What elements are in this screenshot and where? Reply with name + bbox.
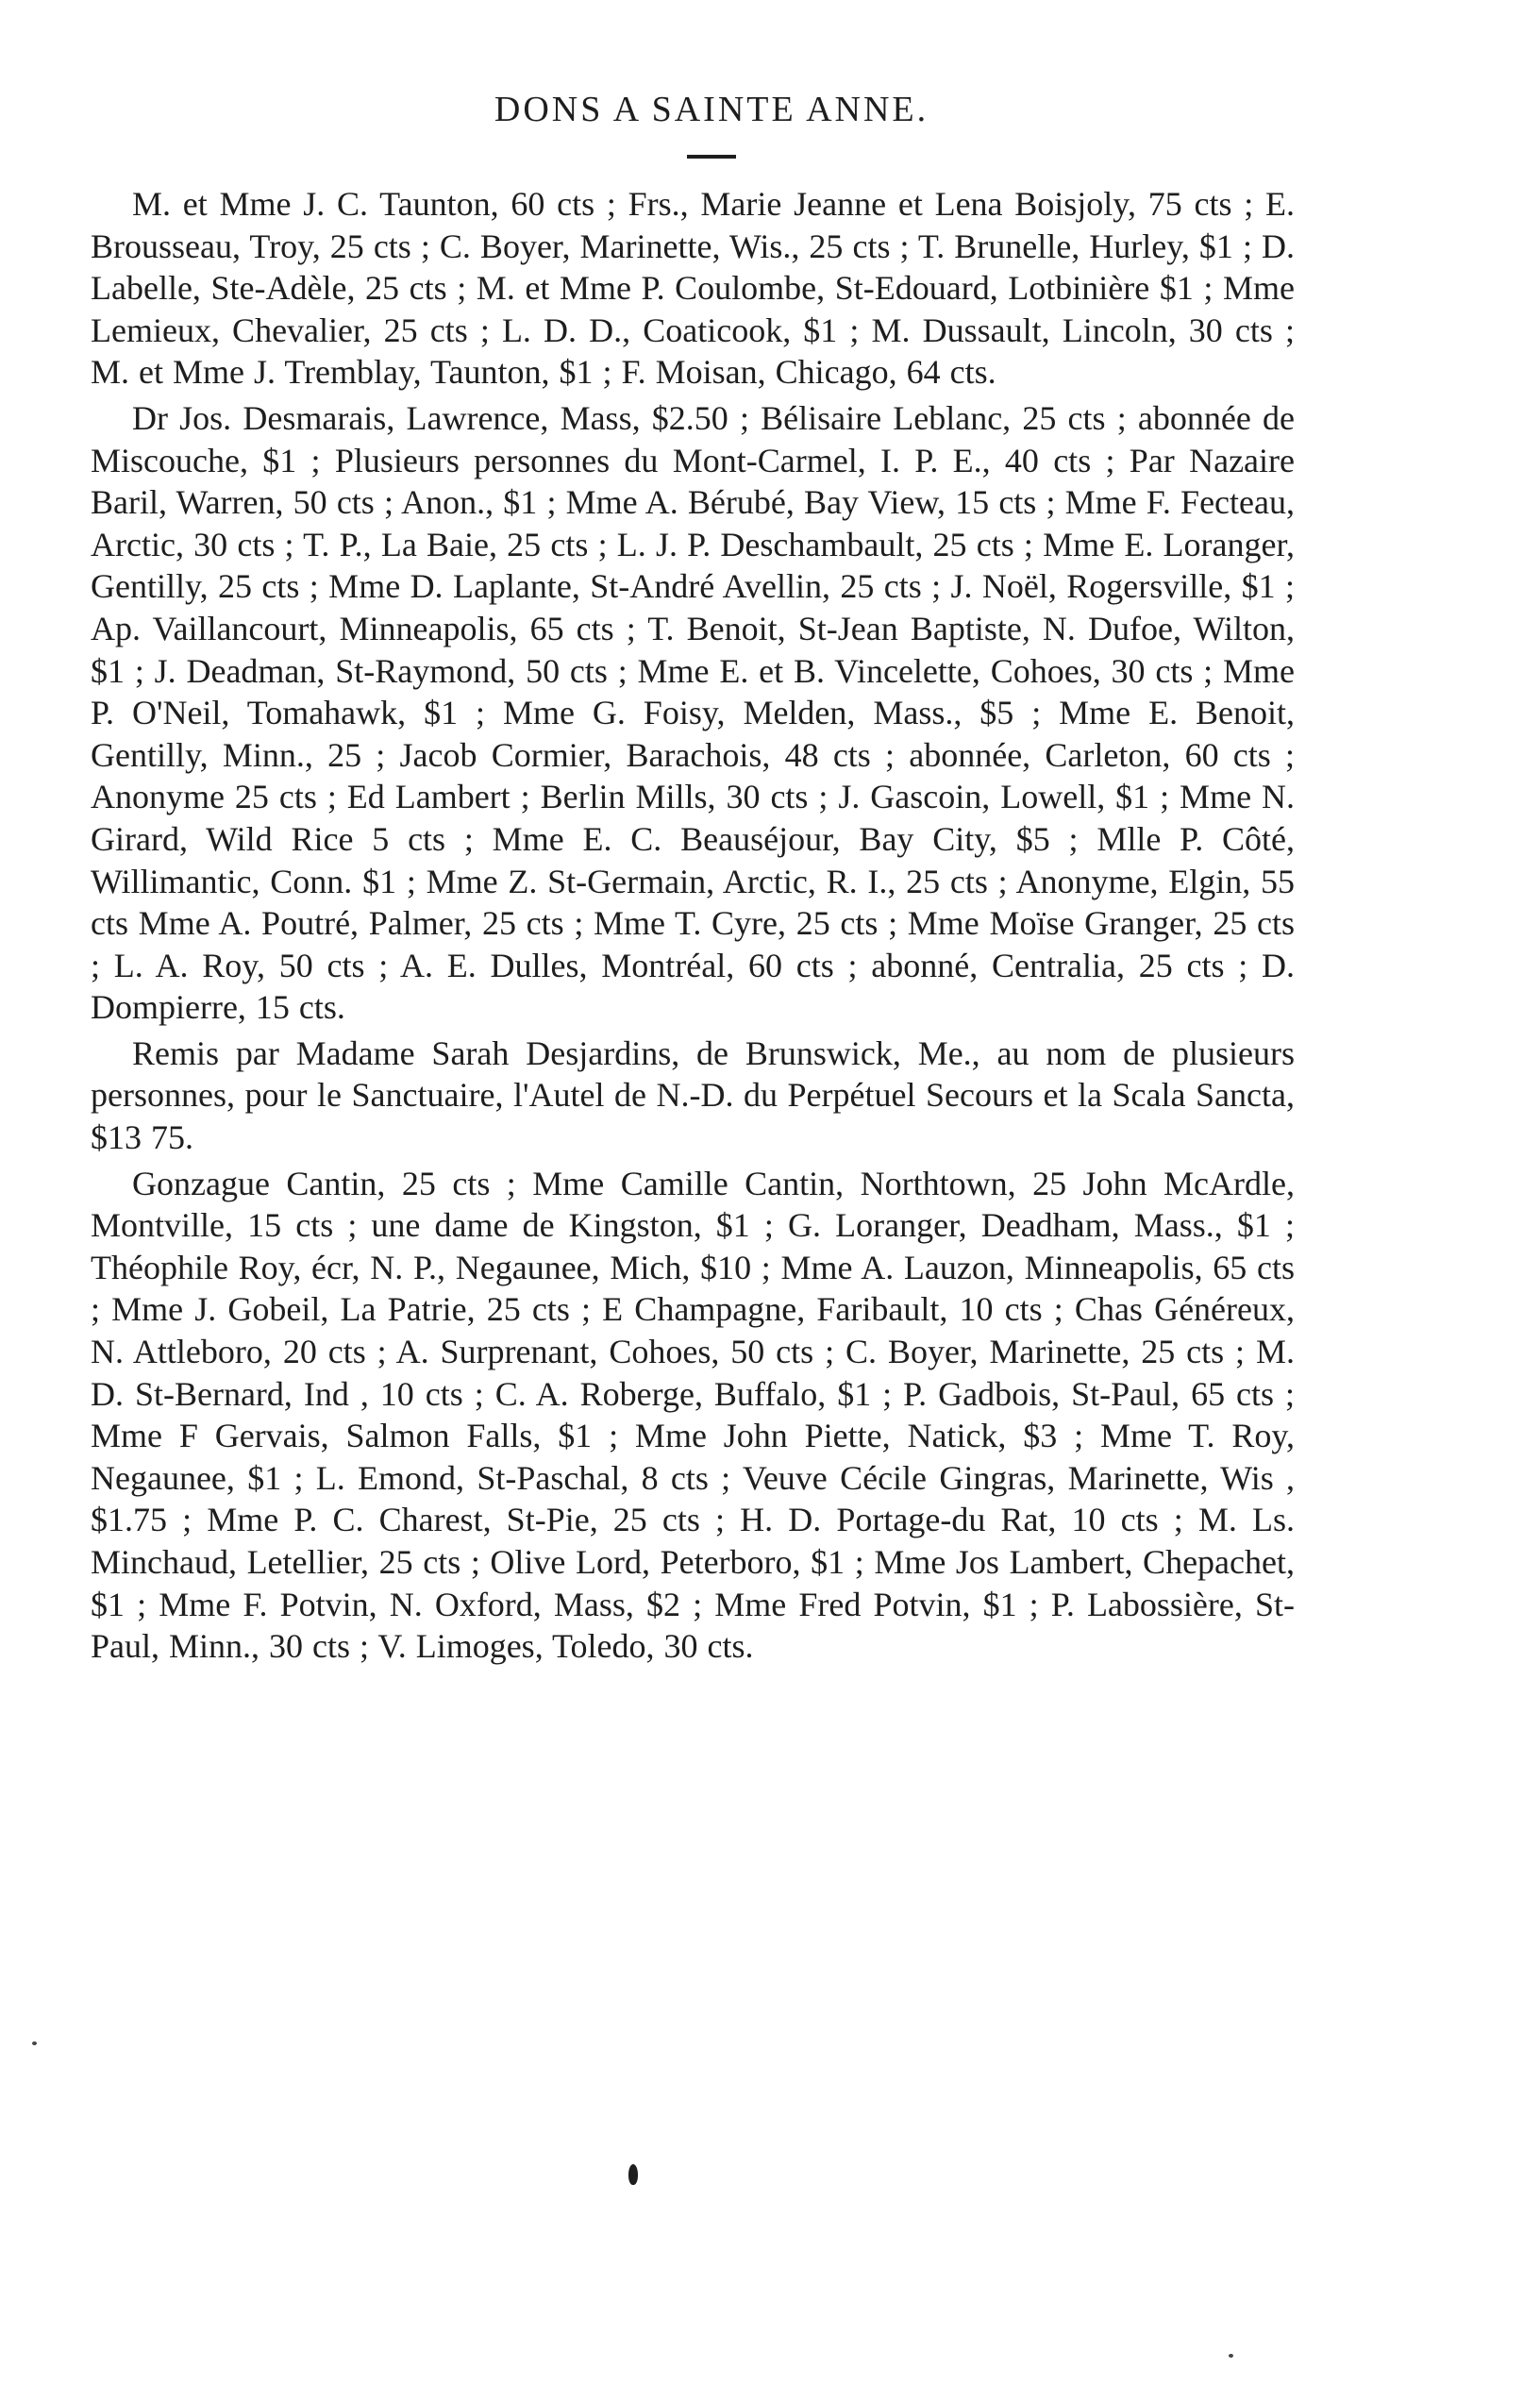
document-page xyxy=(91,87,1295,1671)
title-rule xyxy=(687,155,736,159)
ink-speck xyxy=(32,2041,37,2045)
donation-paragraph-1: M. et Mme J. C. Taunton, 60 cts ; Frs., Marie Jeanne et Lena Boisjoly, 75 cts ; E. Brousseau, Troy, 25 cts ; C. Boyer, Marinette, Wis., 25 cts ; T. Brunelle, Hurley, $1 ; D. Labelle, Ste-Adèle, 25 cts ; M. et Mme P. Coulombe, St-Edouard, Lotbinière $1 ; Mme Lemieux, Chevalier, 25 cts ; L. D. D., Coaticook, $1 ; M. Dussault, Lincoln, 30 cts ; M. et Mme J. Tremblay, Taunton, $1 ; F. Moisan, Chicago, 64 cts. xyxy=(91,185,1295,392)
ink-speck xyxy=(1229,2354,1233,2358)
donation-paragraph-3: Remis par Madame Sarah Desjardins, de Brunswick, Me., au nom de plusieurs personnes, pour le Sanctuaire, l'Autel de N.-D. du Perpétuel Secours et la Scala Sancta, $13 75. xyxy=(91,1033,1295,1157)
donation-paragraph-2: Dr Jos. Desmarais, Lawrence, Mass, $2.50 ; Bélisaire Leblanc, 25 cts ; abonnée de Miscouche, $1 ; Plusieurs personnes du Mont-Carmel, I. P. E., 40 cts ; Par Nazaire Baril, Warren, 50 cts ; Anon., $1 ; Mme A. Bérubé, Bay View, 15 cts ; Mme F. Fecteau, Arctic, 30 cts ; T. P., La Baie, 25 cts ; L. J. P. Deschambault, 25 cts ; Mme E. Loranger, Gentilly, 25 cts ; Mme D. Laplante, St-André Avellin, 25 cts ; J. Noël, Rogersville, $1 ; Ap. Vaillancourt, Minneapolis, 65 cts ; T. Benoit, St-Jean Baptiste, N. Dufoe, Wilton, $1 ; J. Deadman, St-Raymond, 50 cts ; Mme E. et B. Vincelette, Cohoes, 30 cts ; Mme P. O'Neil, Tomahawk, $1 ; Mme G. Foisy, Melden, Mass., $5 ; Mme E. Benoit, Gentilly, Minn., 25 ; Jacob Cormier, Barachois, 48 cts ; abonnée, Carleton, 60 cts ; Anonyme 25 cts ; Ed Lambert ; Berlin Mills, 30 cts ; J. Gascoin, Lowell, $1 ; Mme N. Girard, Wild Rice 5 cts ; Mme E. C. Beauséjour, Bay City, $5 ; Mlle P. Côté, Willimantic, Conn. $1 ; Mme Z. St-Germain, Arctic, R. I., 25 cts ; Anonyme, Elgin, 55 cts Mme A. Poutré, Palmer, 25 cts ; Mme T. Cyre, 25 cts ; Mme Moïse Granger, 25 cts ; L. A. Roy, 50 cts ; A. E. Dulles, Montréal, 60 cts ; abonné, Centralia, 25 cts ; D. Dompierre, 15 cts. xyxy=(91,398,1295,1027)
ink-mark xyxy=(628,2164,638,2185)
page-title: DONS A SAINTE ANNE. xyxy=(494,90,929,129)
donation-paragraph-4: Gonzague Cantin, 25 cts ; Mme Camille Cantin, Northtown, 25 John McArdle, Montville, 15 cts ; une dame de Kingston, $1 ; G. Loranger, Deadham, Mass., $1 ; Théophile Roy, écr, N. P., Negaunee, Mich, $10 ; Mme A. Lauzon, Minneapolis, 65 cts ; Mme J. Gobeil, La Patrie, 25 cts ; E Champagne, Faribault, 10 cts ; Chas Généreux, N. Attleboro, 20 cts ; A. Surprenant, Cohoes, 50 cts ; C. Boyer, Marinette, 25 cts ; M. D. St-Bernard, Ind , 10 cts ; C. A. Roberge, Buffalo, $1 ; P. Gadbois, St-Paul, 65 cts ; Mme F Gervais, Salmon Falls, $1 ; Mme John Piette, Natick, $3 ; Mme T. Roy, Negaunee, $1 ; L. Emond, St-Paschal, 8 cts ; Veuve Cécile Gingras, Marinette, Wis , $1.75 ; Mme P. C. Charest, St-Pie, 25 cts ; H. D. Portage-du Rat, 10 cts ; M. Ls. Minchaud, Letellier, 25 cts ; Olive Lord, Peterboro, $1 ; Mme Jos Lambert, Chepachet, $1 ; Mme F. Potvin, N. Oxford, Mass, $2 ; Mme Fred Potvin, $1 ; P. Labossière, St-Paul, Minn., 30 cts ; V. Limoges, Toledo, 30 cts. xyxy=(91,1164,1295,1666)
